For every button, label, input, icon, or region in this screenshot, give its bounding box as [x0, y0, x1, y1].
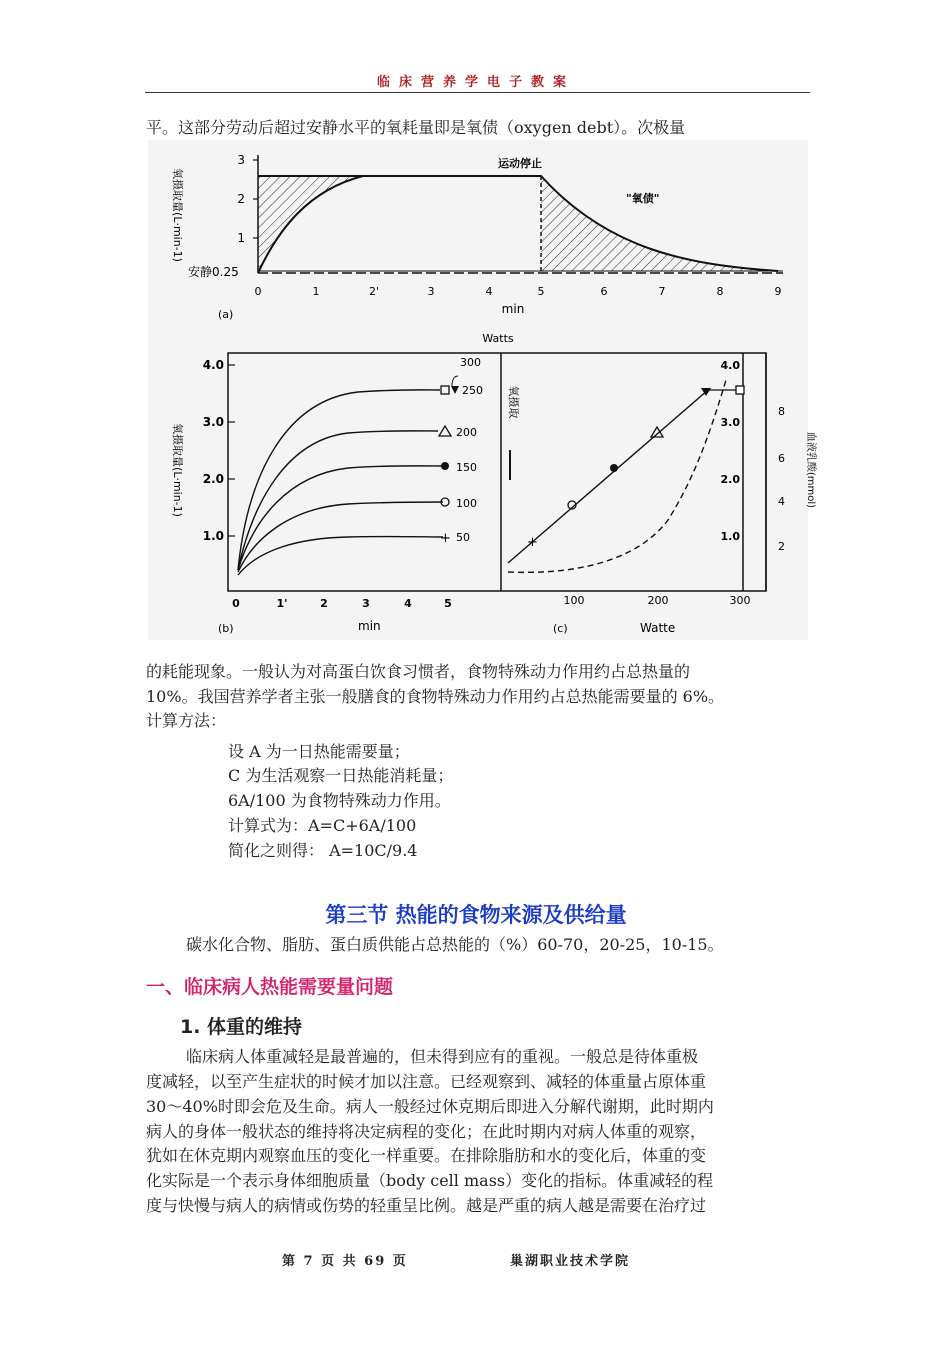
- a-xtick: 6: [600, 285, 608, 298]
- heading-level1: 一、临床病人热能需要量问题: [146, 976, 394, 998]
- b-ytick: 1.0: [202, 529, 224, 543]
- b-series-label: 100: [456, 497, 477, 510]
- calc-line: 计算式为：A=C+6A/100: [228, 816, 417, 835]
- footer-school: 巢湖职业技术学院: [510, 1254, 631, 1269]
- b-xlabel: min: [358, 619, 381, 633]
- c-ytick-right: 4: [778, 495, 785, 508]
- c-ytick: 4.0: [720, 359, 740, 372]
- b-watts-label: Watts: [482, 332, 514, 345]
- b-xtick: 5: [444, 597, 452, 610]
- b-xtick: 3: [362, 597, 370, 610]
- a-debt-label: "氧债": [626, 192, 660, 205]
- paragraph2-line: 30～40%时即会危及生命。病人一般经过休克期后即进入分解代谢期，此时期内: [146, 1097, 714, 1116]
- a-xtick: 8: [716, 285, 724, 298]
- b-series-label: 50: [456, 531, 470, 544]
- heading-level2: 1. 体重的维持: [180, 1016, 303, 1038]
- paragraph2-line: 临床病人体重减轻是最普遍的，但未得到应有的重视。一般总是待体重极: [186, 1047, 699, 1066]
- paragraph2-line: 度减轻，以至产生症状的时候才加以注意。已经观察到、减轻的体重量占原体重: [146, 1072, 707, 1091]
- a-xtick: 5: [537, 285, 545, 298]
- b-panel-label: (b): [218, 622, 234, 635]
- b-ytick: 3.0: [202, 415, 224, 429]
- c-panel-label: (c): [553, 622, 568, 635]
- a-xtick: 9: [774, 285, 782, 298]
- plus-marker: +: [440, 531, 451, 546]
- a-ytick: 2: [237, 192, 245, 206]
- a-xtick: 4: [485, 285, 493, 298]
- a-stop-label: 运动停止: [498, 157, 542, 170]
- page-header-title: 临床营养学电子教案: [376, 75, 575, 90]
- c-ytick: 3.0: [720, 416, 740, 429]
- paragraph1-line: 10%。我国营养学者主张一般膳食的食物特殊动力作用约占总热能需要量的 6%。: [146, 687, 725, 706]
- calc-line: 简化之则得： A=10C/9.4: [228, 841, 418, 860]
- b-xtick: 4: [404, 597, 412, 610]
- paragraph2-line: 化实际是一个表示身体细胞质量（body cell mass）变化的指标。体重减轻的程: [146, 1171, 714, 1190]
- body-text-top: 平。这部分劳动后超过安静水平的氧耗量即是氧债（oxygen debt）。次极量: [146, 118, 686, 137]
- c-xtick: 300: [729, 594, 751, 607]
- paragraph1-line: 计算方法：: [146, 711, 227, 730]
- c-ytick: 2.0: [720, 473, 740, 486]
- plus-marker: +: [527, 535, 538, 550]
- c-xlabel: Watte: [640, 621, 676, 635]
- c-ylabel-left: 氧摄取: [507, 385, 520, 419]
- c-xtick: 200: [647, 594, 669, 607]
- a-ytick: 3: [237, 153, 245, 167]
- footer-page-number: 第 7 页 共 69 页: [282, 1254, 408, 1269]
- paragraph1-line: 的耗能现象。一般认为对高蛋白饮食习惯者，食物特殊动力作用约占总热量的: [146, 662, 691, 681]
- filled-circle-marker: [441, 462, 449, 470]
- square-marker: [736, 386, 744, 394]
- calc-line: C 为生活观察一日热能消耗量；: [228, 766, 454, 785]
- b-ylabel: 氧摄取量(L·min-1): [171, 423, 184, 517]
- a-ytick: 1: [237, 231, 245, 245]
- b-series-label: 300: [460, 356, 481, 369]
- c-ytick-right: 6: [778, 452, 785, 465]
- section-title: 第三节 热能的食物来源及供给量: [325, 903, 627, 927]
- a-panel-label: (a): [218, 308, 234, 321]
- a-xtick: 2': [368, 285, 380, 298]
- a-xtick: 7: [658, 285, 666, 298]
- c-ytick: 1.0: [720, 530, 740, 543]
- b-series-label: 150: [456, 461, 477, 474]
- calc-line: 6A/100 为食物特殊动力作用。: [228, 791, 451, 810]
- b-xtick: 1': [276, 597, 288, 610]
- oxygen-uptake-figure: [148, 140, 816, 640]
- paragraph2-line: 犹如在休克期内观察血压的变化一样重要。在排除脂肪和水的变化后，体重的变: [146, 1146, 707, 1165]
- b-xtick: 2: [320, 597, 328, 610]
- b-series-label: 250: [462, 384, 483, 397]
- a-xtick: 0: [254, 285, 262, 298]
- figure-svg: [148, 140, 816, 640]
- c-xtick: 100: [563, 594, 585, 607]
- paragraph2-line: 度与快慢与病人的病情或伤势的轻重呈比例。越是严重的病人越是需要在治疗过: [146, 1196, 707, 1215]
- b-ytick: 4.0: [202, 358, 224, 372]
- c-ytick-right: 8: [778, 405, 785, 418]
- a-ylabel: 氧摄取量(L·min-1): [171, 168, 184, 262]
- paragraph2-line: 病人的身体一般状态的维持将决定病程的变化；在此时期内对病人体重的观察，: [146, 1122, 707, 1141]
- header-rule: [145, 92, 810, 93]
- b-ytick: 2.0: [202, 472, 224, 486]
- section-intro: 碳水化合物、脂肪、蛋白质供能占总热能的（%）60-70，20-25，10-15。: [186, 935, 724, 954]
- c-ylabel-right: 血液乳酸(mmol): [805, 431, 816, 509]
- c-ytick-right: 2: [778, 540, 785, 553]
- b-series-label: 200: [456, 426, 477, 439]
- b-xtick: 0: [232, 597, 240, 610]
- a-xtick: 3: [427, 285, 435, 298]
- a-xtick: 1: [312, 285, 320, 298]
- a-rest-label: 安静0.25: [188, 265, 239, 279]
- filled-circle-marker: [610, 464, 618, 472]
- a-xlabel: min: [501, 302, 525, 316]
- calc-line: 设 A 为一日热能需要量；: [228, 742, 410, 761]
